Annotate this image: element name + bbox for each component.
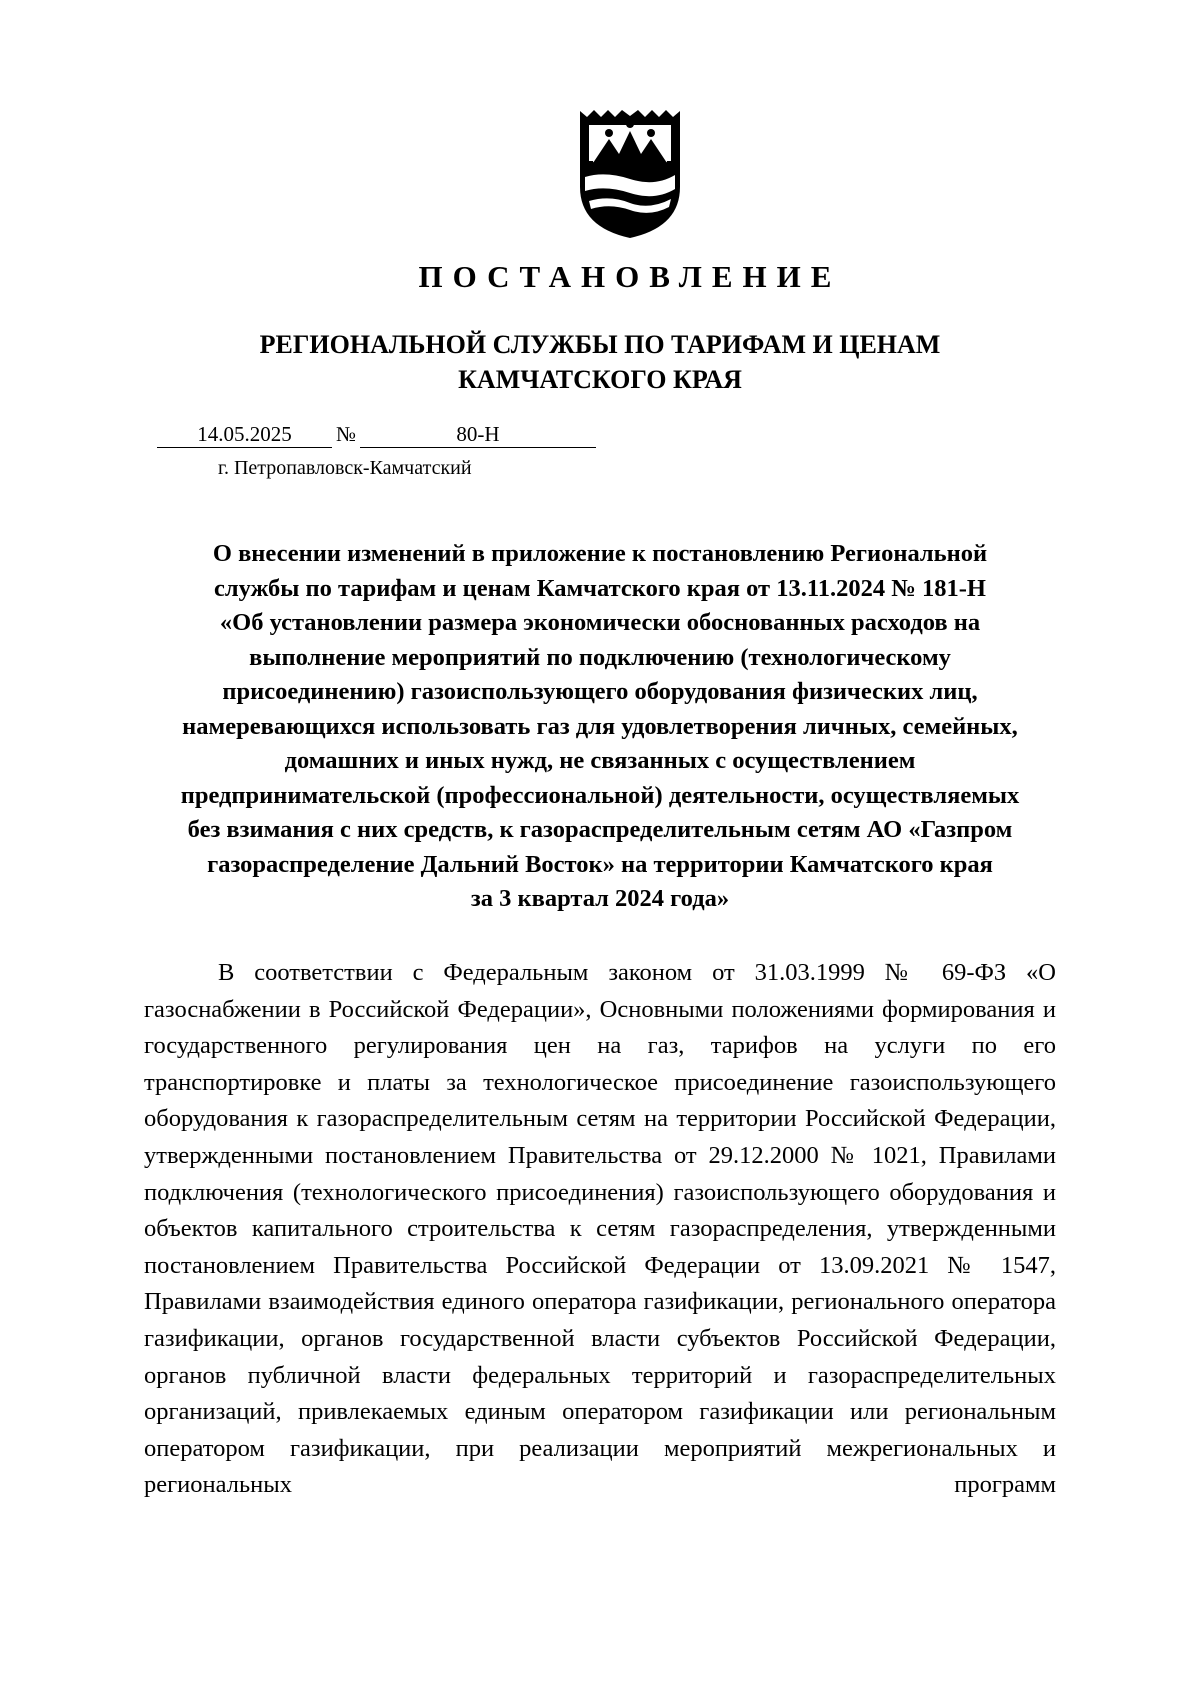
- title-line: присоединению) газоиспользующего оборудования физических лиц,: [222, 678, 978, 705]
- body-paragraph: В соответствии с Федеральным законом от 31.03.1999 № 69-ФЗ «О газоснабжении в Российской Федерации», Основными положениями формирования и государственного регулирования цен на газ, тарифов на услуги по его транспортировке и платы за технологическое присоединение газоиспользующего оборудования к газораспределительным сетям на территории Российской Федерации, утвержденными постановлением Правительства от 29.12.2000 № 1021, Правилами подключения (технологического присоединения) газоиспользующего оборудования и объектов капитального строительства к сетям газораспределения, утвержденными постановлением Правительства Российской Федерации от 13.09.2021 № 1547, Правилами взаимодействия единого оператора газификации, регионального оператора газификации, органов государственной власти субъектов Российской Федерации, органов публичной власти федеральных территорий и газораспределительных организаций, привлекаемых единым оператором газификации или региональным оператором газификации, при реализации мероприятий межрегиональных и региональных программ: [144, 959, 1056, 1499]
- title-line: выполнение мероприятий по подключению (технологическому: [249, 643, 951, 671]
- title-line: за 3 квартал 2024 года»: [470, 885, 730, 912]
- title-line: без взимания с них средств, к газораспределительным сетям АО «Газпром: [187, 816, 1013, 843]
- title-line: «Об установлении размера экономически обоснованных расходов на: [219, 609, 981, 636]
- agency-line: КАМЧАТСКОГО КРАЯ: [458, 365, 742, 394]
- title-line: намеревающихся использовать газ для удовлетворения личных, семейных,: [182, 712, 1018, 740]
- issuing-agency: [100, 327, 1100, 397]
- document-number: 80-Н: [360, 421, 596, 448]
- document-title: [100, 537, 1100, 917]
- issue-city: г. Петропавловск-Камчатский: [218, 457, 472, 479]
- title-line: домашних и иных нужд, не связанных с осуществлением: [284, 747, 916, 774]
- number-label: №: [335, 422, 357, 446]
- title-line: газораспределение Дальний Восток» на территории Камчатского края: [207, 850, 993, 878]
- title-line: предпринимательской (профессиональной) деятельности, осуществляемых: [180, 781, 1020, 809]
- document-date: 14.05.2025: [157, 421, 332, 448]
- title-line: О внесении изменений в приложение к постановлению Региональной: [212, 540, 988, 567]
- document-type-heading: ПОСТАНОВЛЕНИЕ: [418, 259, 842, 294]
- kamchatka-coat-of-arms-icon: [575, 109, 685, 240]
- agency-line: РЕГИОНАЛЬНОЙ СЛУЖБЫ ПО ТАРИФАМ И ЦЕНАМ: [259, 330, 941, 359]
- title-line: службы по тарифам и ценам Камчатского края от 13.11.2024 № 181-Н: [214, 574, 986, 602]
